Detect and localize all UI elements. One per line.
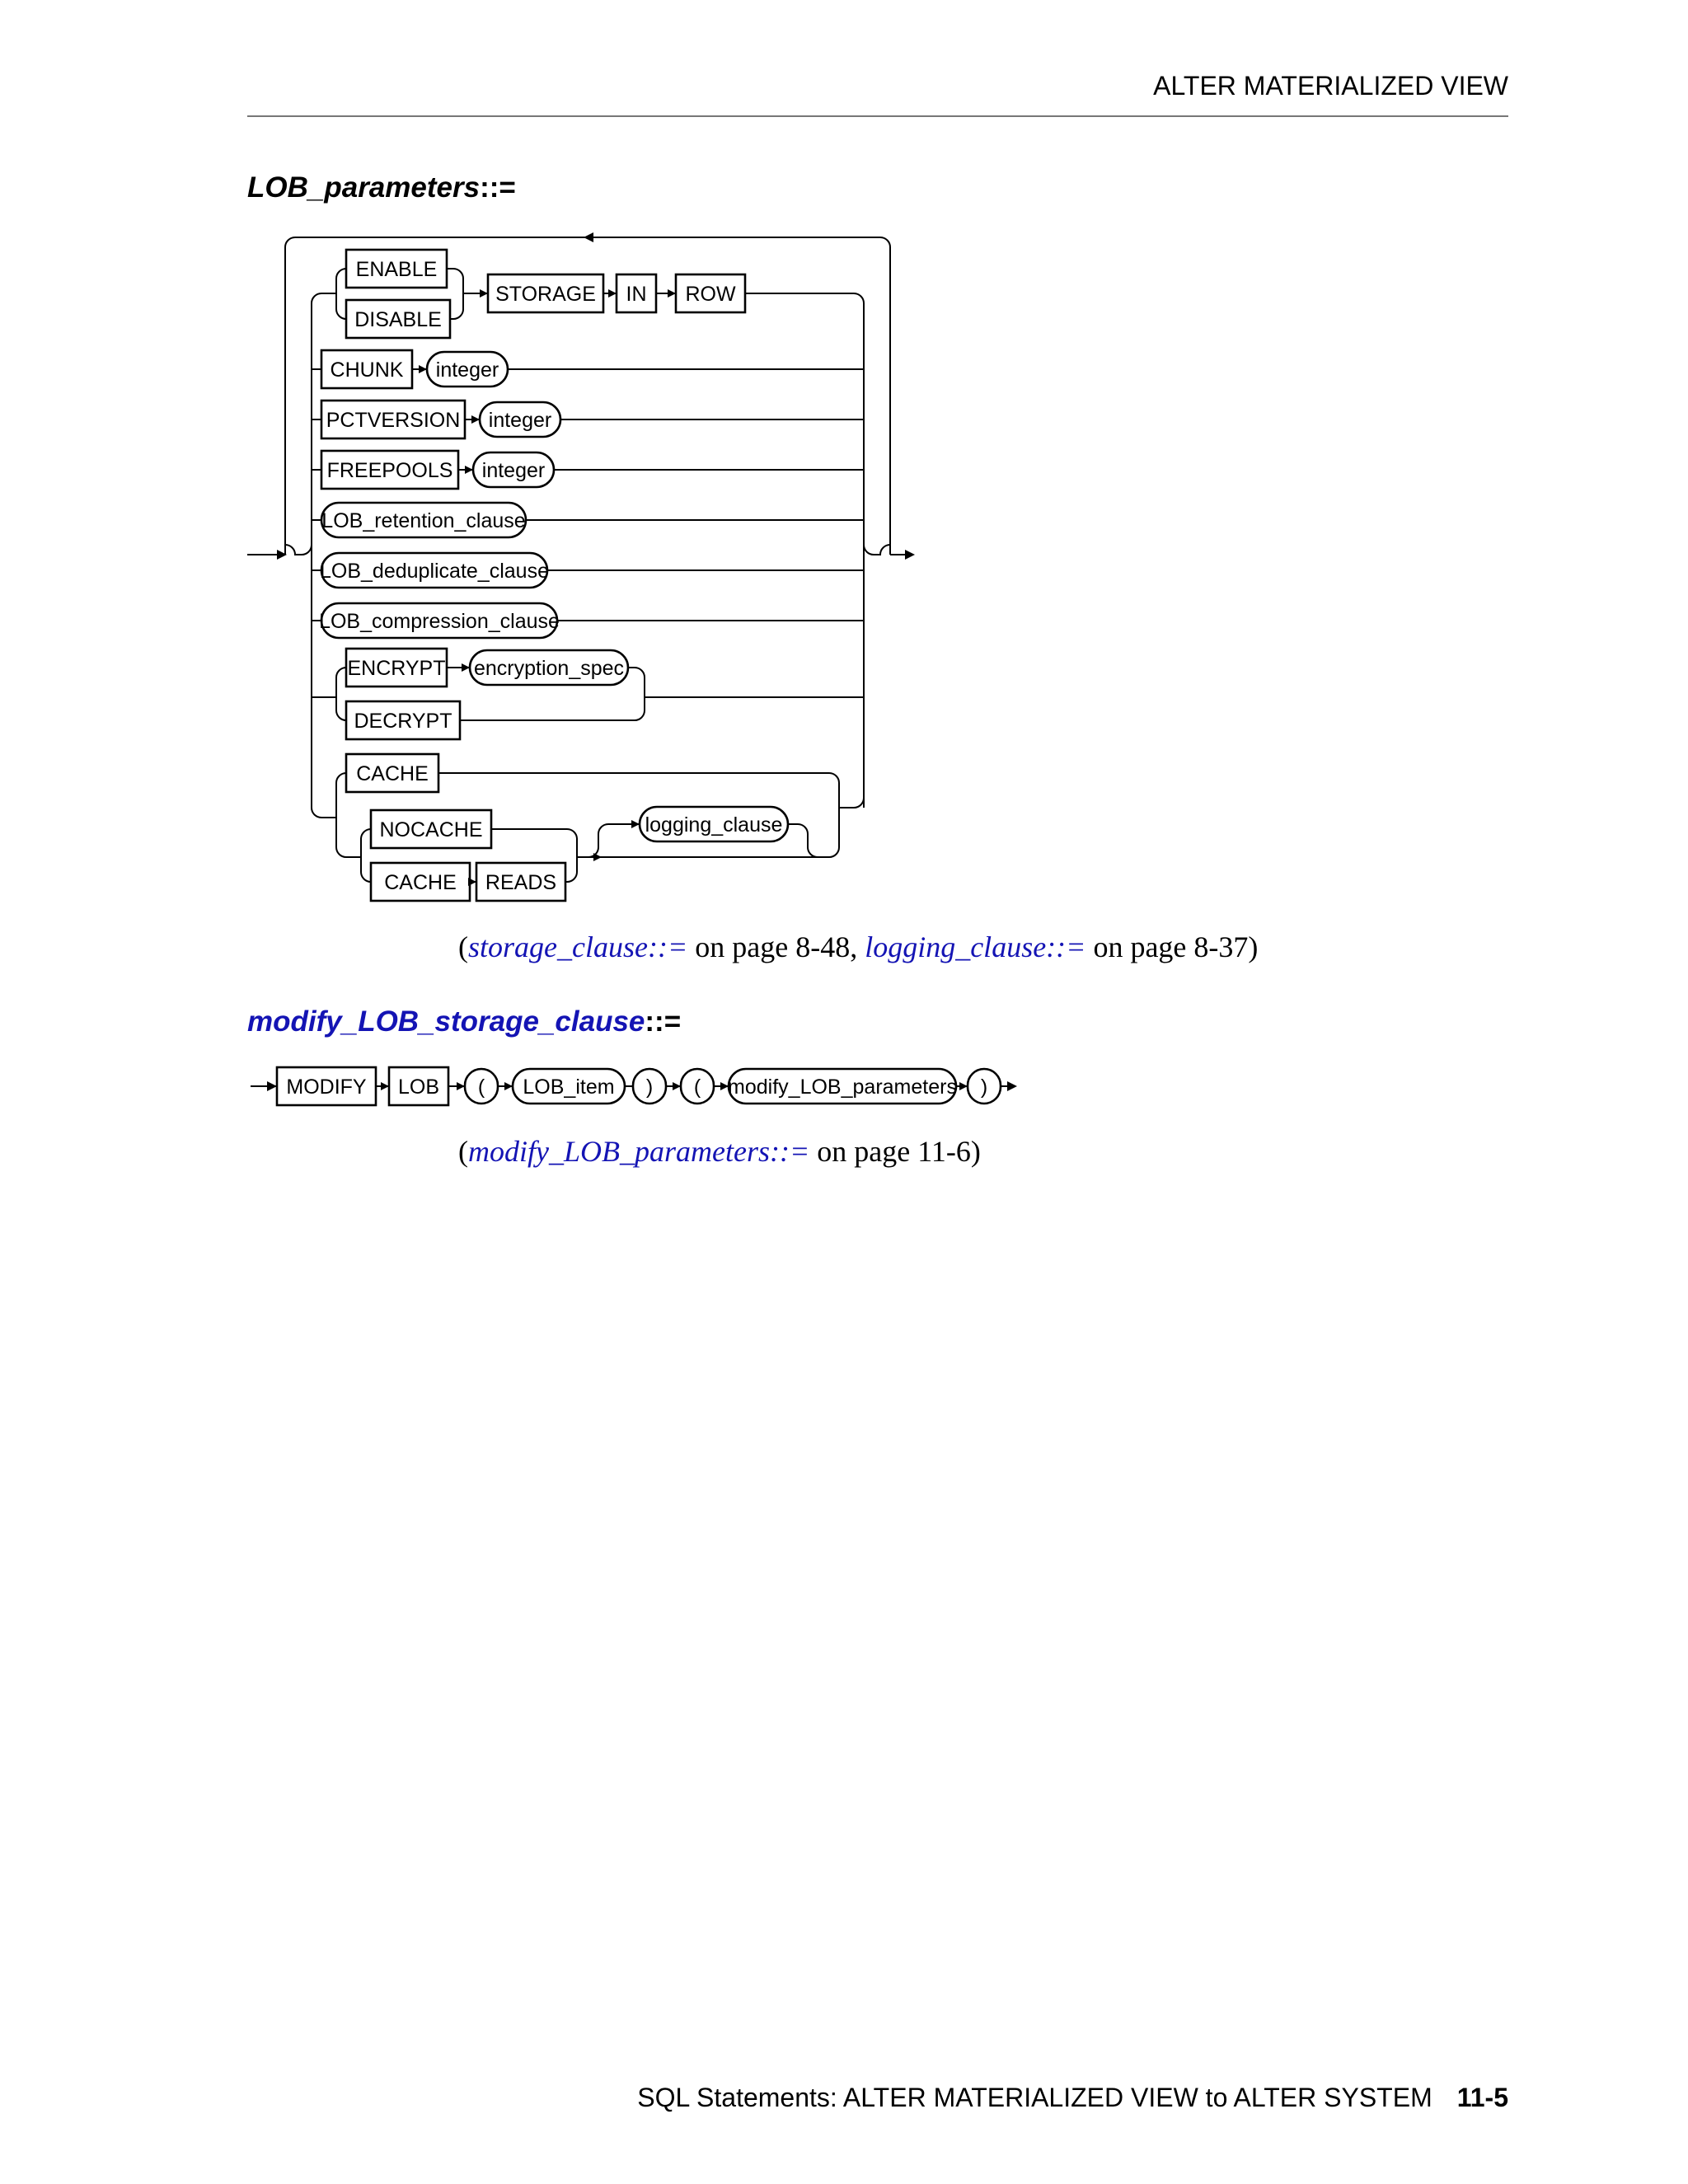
enable-keyword: ENABLE <box>355 258 438 281</box>
freepools-integer: integer <box>481 459 546 482</box>
rparen-1: ) <box>645 1076 654 1099</box>
encryption-spec: encryption_spec <box>473 657 625 680</box>
logging-clause-link[interactable]: logging_clause::= <box>865 930 1086 963</box>
lob-deduplicate-clause: LOB_deduplicate_clause <box>320 560 549 583</box>
pctversion-integer: integer <box>488 409 552 432</box>
lob-parameters-xref <box>458 930 1258 964</box>
lob-item: LOB_item <box>523 1076 615 1099</box>
xref-open-paren: ( <box>458 930 468 963</box>
reads-keyword: READS <box>485 871 557 894</box>
disable-keyword: DISABLE <box>354 308 442 331</box>
choice-join-left <box>285 545 312 555</box>
lparen-1: ( <box>477 1076 485 1099</box>
footer-title: SQL Statements: ALTER MATERIALIZED VIEW to ALTER SYSTEM <box>637 2083 1432 2112</box>
rparen-2: ) <box>980 1076 988 1099</box>
decrypt-keyword: DECRYPT <box>354 710 452 733</box>
logging-clause-page: on page 8-37) <box>1085 930 1259 963</box>
choice-join-right <box>864 545 890 555</box>
running-header: ALTER MATERIALIZED VIEW <box>1153 71 1508 101</box>
loop-arrow-icon <box>584 232 593 242</box>
cache-keyword: CACHE <box>356 762 429 785</box>
chunk-integer: integer <box>435 359 499 382</box>
xref-open-paren: ( <box>458 1135 468 1168</box>
modify-keyword: MODIFY <box>286 1076 367 1099</box>
freepools-keyword: FREEPOOLS <box>326 459 453 482</box>
exit-arrow-icon <box>905 550 915 560</box>
modify-lob-storage-clause-heading <box>247 1005 681 1038</box>
lparen-2: ( <box>693 1076 701 1099</box>
lob-keyword: LOB <box>397 1076 440 1099</box>
lob-parameters-diagram <box>0 0 1688 923</box>
modify-lob-storage-clause-xref <box>458 1134 981 1169</box>
in-keyword: IN <box>626 283 647 306</box>
chunk-keyword: CHUNK <box>330 359 404 382</box>
storage-clause-page: on page 8-48, <box>687 930 865 963</box>
modify-lob-parameters: modify_LOB_parameters <box>728 1076 957 1099</box>
nocache-keyword: NOCACHE <box>379 818 483 841</box>
lob-retention-clause: LOB_retention_clause <box>321 509 526 532</box>
modify-lob-parameters-link[interactable]: modify_LOB_parameters::= <box>468 1135 810 1168</box>
modify-lob-parameters-page: on page 11-6) <box>809 1135 981 1168</box>
lob-parameters-title: LOB_parameters <box>247 171 481 204</box>
logging-clause: logging_clause <box>645 813 783 837</box>
modify-lob-storage-clause-title[interactable]: modify_LOB_storage_clause <box>247 1005 645 1038</box>
storage-keyword: STORAGE <box>495 283 596 306</box>
lob-parameters-title-sep: ::= <box>480 171 516 204</box>
lob-compression-clause: LOB_compression_clause <box>319 610 560 633</box>
storage-clause-link[interactable]: storage_clause::= <box>468 930 688 963</box>
encrypt-keyword: ENCRYPT <box>347 657 446 680</box>
cache-reads-cache-keyword: CACHE <box>384 871 457 894</box>
page-footer <box>637 2083 1508 2113</box>
row-keyword: ROW <box>685 283 736 306</box>
modify-lob-storage-clause-diagram <box>0 1055 1688 1121</box>
pctversion-keyword: PCTVERSION <box>326 409 461 432</box>
modify-lob-storage-clause-title-sep: ::= <box>645 1005 682 1038</box>
page-number: 11-5 <box>1456 2083 1508 2112</box>
